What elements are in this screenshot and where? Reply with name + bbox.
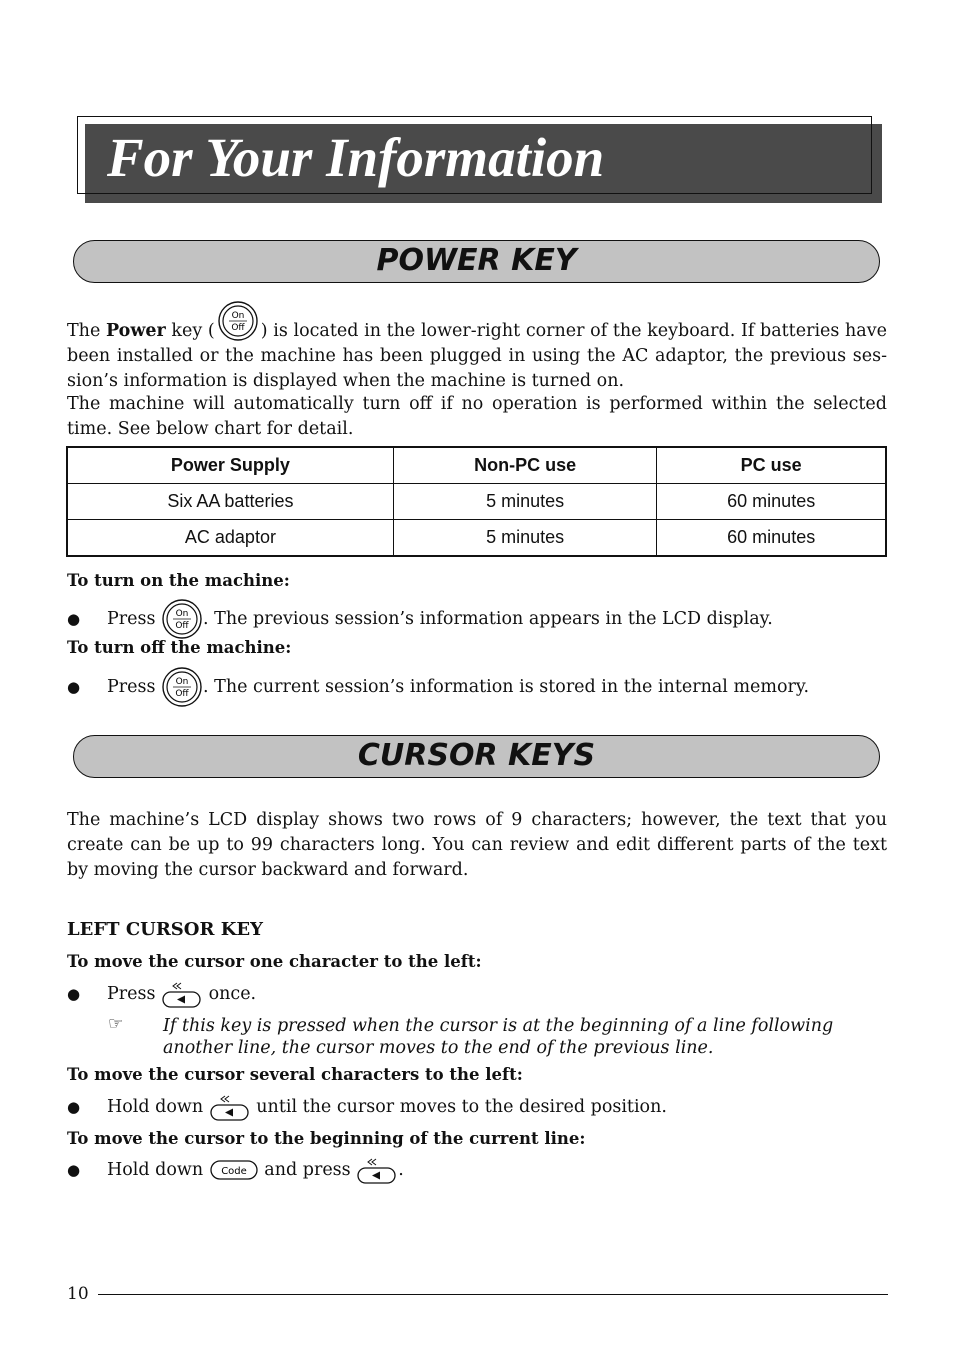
bullet-icon: ● [67, 1098, 81, 1116]
section-header-cursor-keys [73, 735, 880, 778]
table-cell: 5 minutes [393, 484, 657, 520]
left-cursor-key-icon [356, 1155, 398, 1185]
power-key-description [67, 300, 887, 394]
power-key-icon [161, 666, 203, 708]
code-key-label: Code [220, 1166, 247, 1177]
key-off-label: Off [175, 689, 189, 699]
text-fragment: and press [258, 1160, 357, 1180]
section-title-cursor-keys: CURSOR KEYS [357, 738, 596, 773]
table-cell: AC adaptor [67, 520, 393, 557]
text-fragment: once. [203, 984, 257, 1004]
turn-off-heading: To turn off the machine: [67, 638, 292, 657]
left-cursor-key-icon [209, 1092, 251, 1122]
turn-on-heading: To turn on the machine: [67, 571, 290, 590]
one-char-heading: To move the cursor one character to the left: [67, 952, 482, 971]
several-chars-heading: To move the cursor several characters to the left: [67, 1065, 523, 1084]
section-header-power-key [73, 240, 880, 283]
key-on-label: On [175, 677, 189, 687]
line-beginning-heading: To move the cursor to the beginning of the current line: [67, 1129, 586, 1148]
line-beginning-step [67, 1150, 897, 1190]
power-word: Power [105, 321, 166, 341]
table-row [67, 484, 886, 520]
key-off-label: Off [175, 621, 189, 631]
table-header-cell: Non-PC use [393, 447, 657, 484]
table-cell: 60 minutes [657, 484, 886, 520]
text-fragment: . [398, 1160, 404, 1180]
one-char-step [67, 974, 897, 1014]
text-fragment: Press [107, 609, 162, 629]
table-header-cell: PC use [657, 447, 886, 484]
table-header-cell: Power Supply [67, 447, 393, 484]
text-fragment: Press [107, 677, 162, 697]
text-fragment: . The previous session’s information appears in the LCD display. [203, 609, 773, 629]
key-off-label: Off [231, 323, 245, 333]
text-fragment: Hold down [107, 1160, 209, 1180]
text-fragment: ) is located in the lower-right corner of the keyboard. If batteries have been installed or the machine has been plugged in using the AC adaptor, the previous ses-sion’s information is displayed when the machine is turned on. [67, 321, 887, 391]
auto-off-description: The machine will automatically turn off if no operation is performed within the selected time. See below chart for detail. [67, 394, 887, 439]
bullet-icon: ● [67, 610, 81, 628]
left-cursor-key-heading: LEFT CURSOR KEY [67, 919, 263, 940]
pointing-hand-icon: ☞ [108, 1014, 124, 1034]
bullet-icon: ● [67, 1161, 81, 1179]
text-fragment: Press [107, 984, 162, 1004]
bullet-icon: ● [67, 985, 81, 1003]
several-chars-step [67, 1087, 897, 1127]
page-title: For Your Information [107, 127, 605, 188]
table-cell: 5 minutes [393, 520, 657, 557]
text-fragment: until the cursor moves to the desired position. [250, 1097, 667, 1117]
left-cursor-key-icon [161, 979, 203, 1009]
page-number: 10 [67, 1284, 89, 1304]
footer-rule [98, 1294, 888, 1295]
power-key-icon [217, 300, 259, 342]
code-key-icon [209, 1159, 259, 1181]
key-on-label: On [175, 609, 189, 619]
text-fragment: key ( [165, 321, 215, 341]
text-fragment: Hold down [107, 1097, 209, 1117]
bullet-icon: ● [67, 678, 81, 696]
cursor-note: If this key is pressed when the cursor is at the beginning of a line following another line, the cursor moves to the end of the previous line. [163, 1016, 834, 1058]
key-on-label: On [231, 311, 245, 321]
auto-off-table [66, 446, 887, 557]
turn-on-step [67, 599, 897, 639]
table-cell: Six AA batteries [67, 484, 393, 520]
turn-off-step [67, 667, 897, 707]
table-header-row [67, 447, 886, 484]
power-key-icon [161, 598, 203, 640]
table-cell: 60 minutes [657, 520, 886, 557]
text-fragment: . The current session’s information is stored in the internal memory. [203, 677, 810, 697]
text-fragment: The [67, 321, 106, 341]
table-row [67, 520, 886, 557]
section-title-power-key: POWER KEY [376, 243, 577, 278]
cursor-keys-description: The machine’s LCD display shows two rows of 9 characters; however, the text that you create can be up to 99 characters long. You can review and edit different parts of the text by moving the cursor backward and forward. [67, 810, 887, 880]
